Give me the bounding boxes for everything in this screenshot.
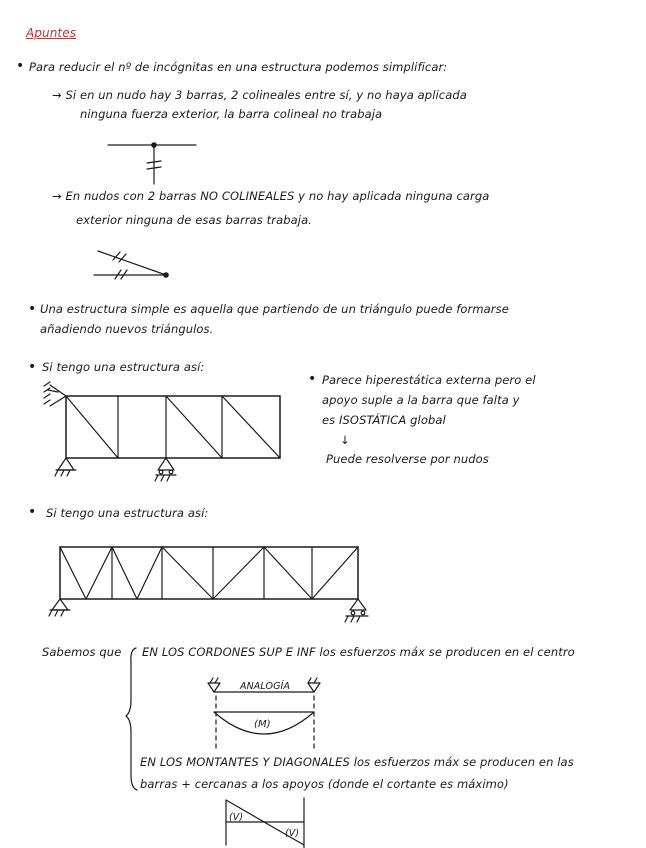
case1-line2: ninguna fuerza exterior, la barra colineal no trabaja [80, 107, 383, 121]
moment-diagram [208, 678, 320, 750]
case1-line1: → Si en un nudo hay 3 barras, 2 colineales entre sí, y no haya aplicada [52, 88, 467, 102]
node-three-bars-sketch [108, 142, 196, 184]
bullet-dot: • [28, 301, 37, 317]
bullet-dot: • [16, 58, 25, 74]
note-line2: apoyo suple a la barra que falta y [322, 393, 520, 407]
moment-label: (M) [254, 719, 271, 730]
bullet-dot: • [28, 504, 37, 520]
note-line3: es ISOSTÁTICA global [322, 413, 446, 427]
section2-line2: añadiendo nuevos triángulos. [40, 322, 214, 336]
section2-line1: Una estructura simple es aquella que partiendo de un triángulo puede formarse [40, 302, 509, 316]
truss-2 [49, 547, 368, 622]
truss-1 [44, 382, 280, 481]
bullet-dot: • [28, 359, 37, 375]
case2-line2: exterior ninguna de esas barras trabaja. [76, 213, 312, 227]
cordones-text: EN LOS CORDONES SUP E INF los esfuerzos máx se producen en el centro [142, 645, 575, 659]
section3-text: Si tengo una estructura así: [42, 360, 205, 374]
montantes-line1: EN LOS MONTANTES Y DIAGONALES los esfuerzos máx se producen en las [140, 755, 574, 769]
section4-text: Si tengo una estructura así: [46, 506, 209, 520]
bullet-dot: • [308, 371, 317, 387]
analogia-label: ANALOGÍA [240, 681, 291, 692]
note-line4: Puede resolverse por nudos [326, 452, 489, 466]
sabemos-label: Sabemos que [42, 645, 122, 659]
shear-diagram [226, 798, 304, 848]
case2-line1: → En nudos con 2 barras NO COLINEALES y no hay aplicada ninguna carga [52, 189, 490, 203]
page-title: Apuntes [26, 26, 77, 40]
shear-label-left: (V) [229, 812, 244, 823]
montantes-line2: barras + cercanas a los apoyos (donde el cortante es máximo) [140, 777, 509, 791]
note-line1: Parece hiperestática externa pero el [322, 373, 536, 387]
note-arrow: ↓ [340, 433, 350, 447]
brace [126, 648, 137, 790]
node-two-bars-sketch [94, 251, 169, 279]
shear-label-right: (V) [285, 828, 300, 839]
section1-text: Para reducir el nº de incógnitas en una estructura podemos simplificar: [29, 60, 448, 74]
